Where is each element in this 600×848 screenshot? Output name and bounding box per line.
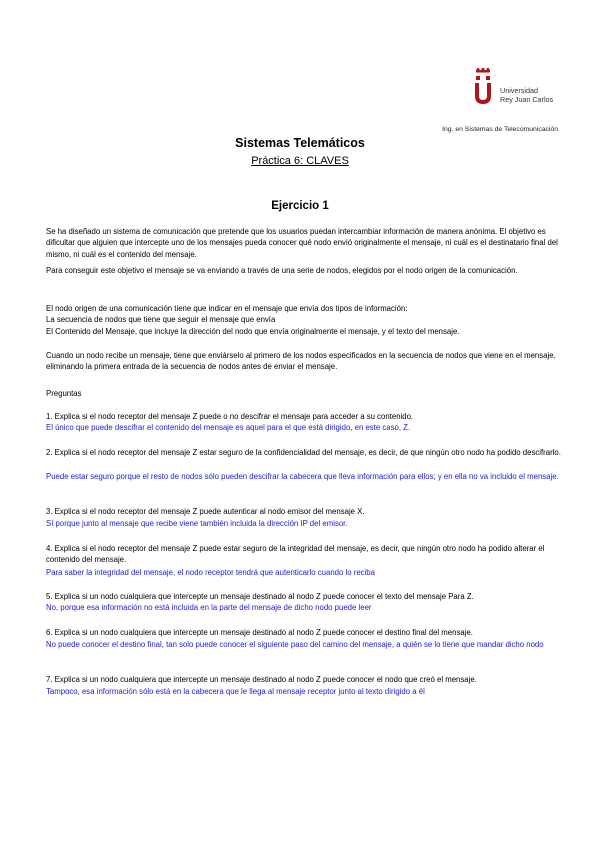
intro-paragraph-3: El nodo origen de una comunicación tiene que indicar en el mensaje que envía dos tipos de información:	[46, 304, 408, 313]
urjc-emblem-icon	[471, 68, 495, 106]
answer-7: Tampoco, esa información sólo está en la cabecera que le llega al mensaje receptor junto al texto dirigido a él	[46, 687, 425, 696]
document-title: Sistemas Telemáticos	[235, 136, 365, 150]
subtitle-text: Práctica 6: CLAVES	[251, 155, 349, 167]
answer-5: No, porque esa información no está incluida en la parte del mensaje de dicho nodo puede leer	[46, 603, 372, 612]
university-logo	[471, 68, 571, 108]
question-1: 1. Explica si el nodo receptor del mensaje Z puede o no descifrar el mensaje para acceder a su contenido.	[46, 412, 414, 421]
intro-paragraph-6: Cuando un nodo recibe un mensaje, tiene que enviárselo al primero de los nodos especificados en la secuencia de nodos que viene en el mensaje, eliminando la primera entrada de la secuencia de nodos antes de enviar el mensaje.	[46, 351, 556, 372]
question-6: 6. Explica si un nodo cualquiera que intercepte un mensaje destinado al nodo Z puede conocer el destino final del mensaje.	[46, 628, 473, 637]
document-subtitle	[0, 155, 600, 167]
intro-paragraph-2: Para conseguir este objetivo el mensaje se va enviando a través de una serie de nodos, elegidos por el nodo origen de la comunicación.	[46, 266, 518, 275]
exercise-heading: Ejercicio 1	[271, 200, 329, 212]
question-4: 4. Explica si el nodo receptor del mensaje Z puede estar seguro de la integridad del mensaje, es decir, que ningún otro nodo ha podido alterar el contenido del mensaje.	[46, 544, 545, 565]
logo-line-2: Rey Juan Carlos	[500, 95, 554, 104]
answer-2: Puede estar seguro porque el resto de nodos sólo pueden descifrar la cabecera que lleva información para ellos; y en ella no va incluido el mensaje.	[46, 472, 559, 481]
question-3: 3. Explica si el nodo receptor del mensaje Z puede autenticar al nodo emisor del mensaje X.	[46, 507, 365, 516]
question-5: 5. Explica si un nodo cualquiera que intercepte un mensaje destinado al nodo Z puede conocer el texto del mensaje Para Z.	[46, 592, 474, 601]
answer-4: Para saber la integridad del mensaje, el nodo receptor tendrá que autenticarlo cuando lo reciba	[46, 568, 375, 577]
questions-heading: Preguntas	[46, 389, 82, 398]
answer-3: Sí porque junto al mensaje que recibe viene también incluida la dirección IP del emisor.	[46, 519, 348, 528]
logo-line-1: Universidad	[500, 86, 538, 95]
degree-label: Ing. en Sistemas de Telecomunicación	[442, 126, 558, 133]
intro-paragraph-4: La secuencia de nodos que tiene que seguir el mensaje que envía	[46, 315, 276, 324]
intro-paragraph-5: El Contenido del Mensaje, que incluye la dirección del nodo que envía originalmente el mensaje, y el texto del mensaje.	[46, 327, 460, 336]
question-2: 2. Explica si el nodo receptor del mensaje Z estar seguro de la confidencialidad del mensaje, es decir, de que ningún otro nodo ha podido descifrarlo.	[46, 448, 561, 457]
question-7: 7. Explica si un nodo cualquiera que intercepte un mensaje destinado al nodo Z puede conocer el nodo que creó el mensaje.	[46, 675, 477, 684]
intro-paragraph-1: Se ha diseñado un sistema de comunicación que pretende que los usuarios puedan intercambiar información de manera anónima. El objetivo es dificultar que alguien que intercepte uno de los mensajes pueda conocer qué nodo envió originalmente el mensaje, ni cuál es el destinatario final del mismo, ni cuál es el contenido del mensaje.	[46, 227, 558, 259]
answer-1: El único que puede descifrar el contenido del mensaje es aquel para el que está dirigido, en este caso, Z.	[46, 423, 411, 432]
answer-6: No puede conocer el destino final, tan solo puede conocer el siguiente paso del camino del mensaje, a quién se lo tiene que mandar dicho nodo	[46, 640, 544, 649]
